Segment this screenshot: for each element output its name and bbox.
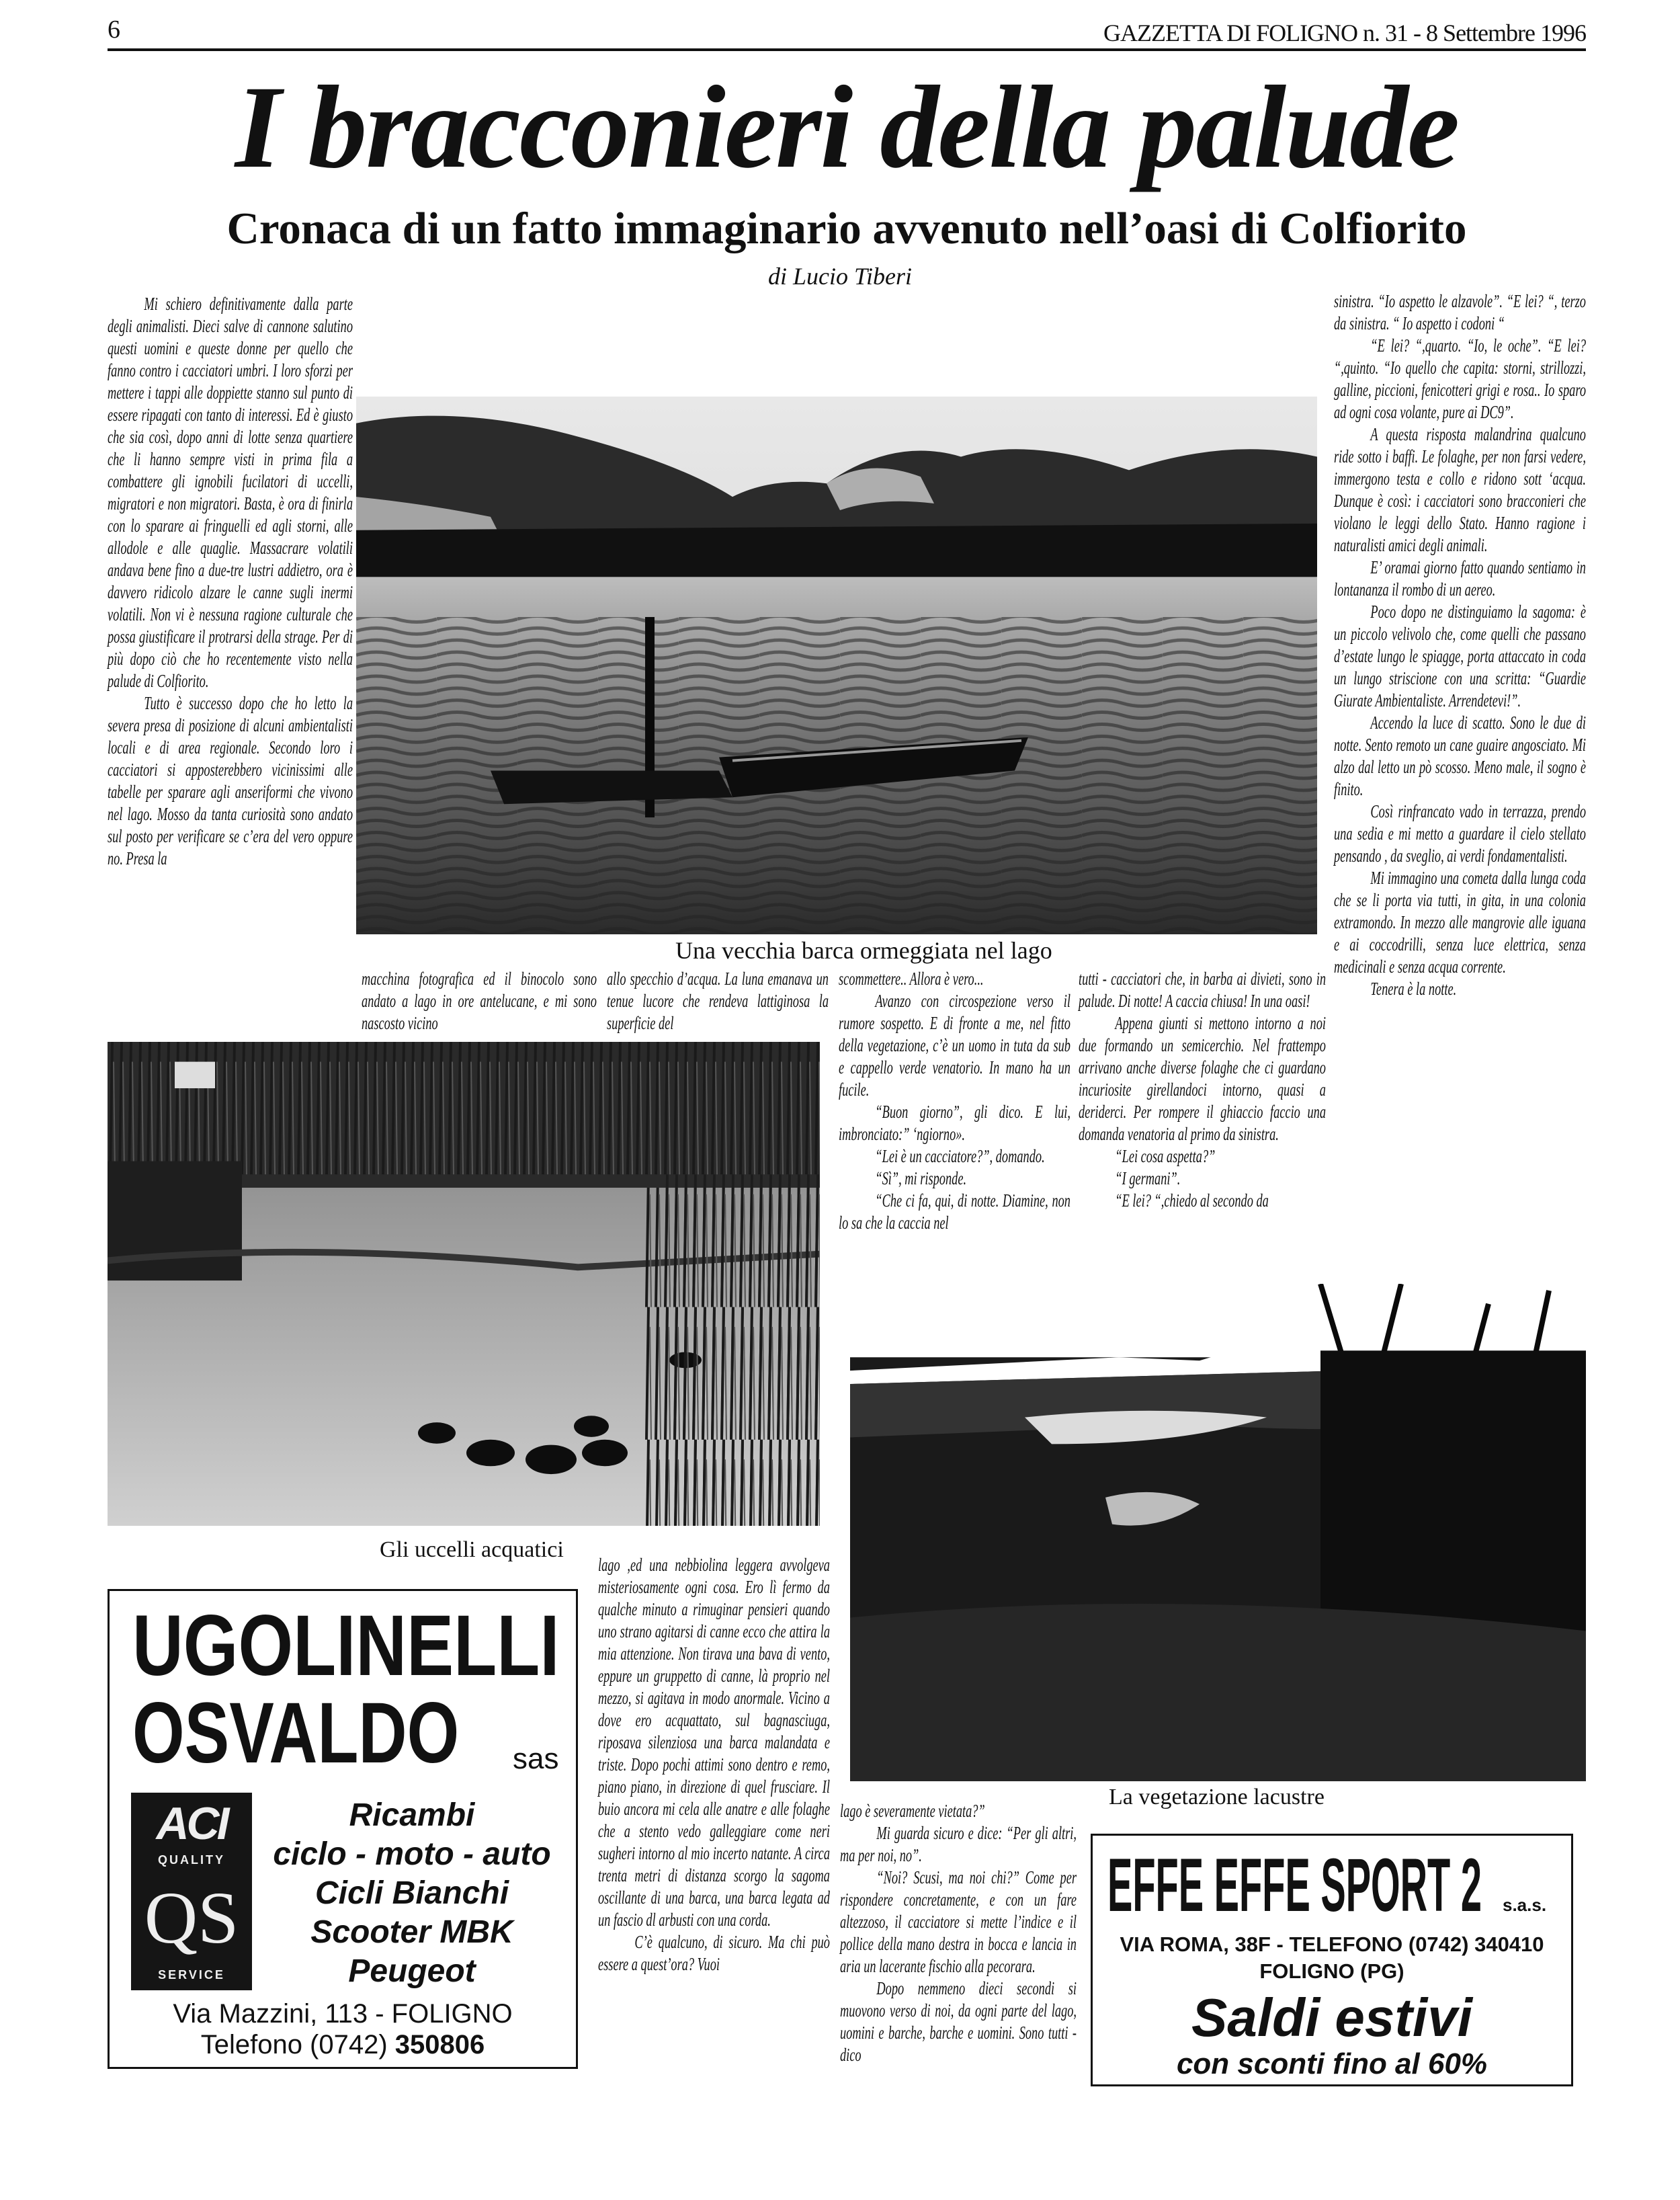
paragraph: Poco dopo ne distinguiamo la sagoma: è un piccolo velivolo che, come quelli che passano d’estate lungo le spiagge, porta attaccato in coda un lungo striscione con una scritta: “Guardie Giurate Ambientaliste. Arrendetevi!”. <box>1334 602 1586 710</box>
column-text <box>840 1800 1077 2066</box>
paragraph: “Che ci fa, qui, di notte. Diamine, non lo sa che la caccia nel <box>839 1190 1070 1233</box>
ad-ugolinelli-phone-label: Telefono (0742) <box>200 2030 388 2060</box>
article-column-3 <box>607 968 829 1034</box>
qs-logo-text: QS <box>144 1877 239 1959</box>
aci-logo-text: ACI <box>156 1798 227 1849</box>
photo-lake-vegetation <box>850 1284 1586 1781</box>
service-logo-text: SERVICE <box>158 1968 225 1982</box>
paragraph: Così rinfrancato vado in terrazza, prendo una sedia e mi metto a guardare il cielo stellato pensando , da sveglio, ai verdi fondamentalisti. <box>1334 801 1586 866</box>
ad-effe-suffix: s.a.s. <box>1503 1895 1547 1915</box>
article-column-5 <box>1079 968 1326 1212</box>
caption-moored-boat: Una vecchia barca ormeggiata nel lago <box>675 937 1052 964</box>
paragraph: scommettere.. Allora è vero... <box>839 969 984 989</box>
article-column-2 <box>362 968 597 1034</box>
ad-ugolinelli-phone: 350806 <box>394 2030 485 2060</box>
ad-effe-city: FOLIGNO (PG) <box>1259 1959 1404 1983</box>
paragraph: Mi guarda sicuro e dice: “Per gli altri, ma per noi, no”. <box>840 1823 1077 1865</box>
ad-effe-headline: Saldi estivi <box>1191 1988 1472 2047</box>
paragraph: macchina fotografica ed il binocolo sono andato a lago in ore antelucane, e mi sono nascosto vicino <box>362 969 597 1033</box>
paragraph: lago ,ed una nebbiolina leggera avvolgeva misteriosamente ogni cosa. Ero lì fermo da qualche minuto a rimuginar pensieri quando uno strano agitarsi di canne ecco che attira la mia attenzione. Non tirava una bava di vento, eppure un gruppetto di canne, là proprio nel mezzo, si agitava in modo anormale. Vicino a dove ero acquattato, sul bagnasciuga, riposava silenziosa una barca malandata e triste. Dopo pochi attimi sono dentro e remo, piano piano, in direzione di quel frusciare. Il buio ancora mi cela alle anatre e alle folaghe che a stento vedo galleggiare come neri sugheri intorno al mio incerto natante. A circa trenta metri di distanza scorgo la sagoma oscillante di una barca, una barca legata ad un fascio dl arbusti con una corda. <box>598 1555 830 1930</box>
column-text <box>839 968 1070 1234</box>
column-text <box>362 968 597 1034</box>
ad-effe-tagline: con sconti fino al 60% <box>1176 2047 1488 2080</box>
article-column-1 <box>108 293 353 870</box>
paragraph: “Buon giorno”, gli dico. E lui, imbronciato:” ‘ngiorno». <box>839 1102 1070 1144</box>
paragraph: C’è qualcuno, di sicuro. Ma chi può essere a quest’ora? Vuoi <box>598 1932 830 1974</box>
ad-ugolinelli-address: Via Mazzini, 113 - FOLIGNO <box>173 1999 513 2029</box>
article-subtitle: Cronaca di un fatto immaginario avvenuto nell’oasi di Colfiorito <box>226 204 1467 253</box>
paragraph: “Lei cosa aspetta?” <box>1115 1146 1216 1166</box>
aci-qs-logo <box>131 1793 252 1990</box>
paragraph: E’ oramai giorno fatto quando sentiamo in lontananza il rombo di un aereo. <box>1334 557 1586 600</box>
caption-water-birds: Gli uccelli acquatici <box>380 1537 564 1562</box>
article-title: I bracconieri della palude <box>235 62 1459 193</box>
ad-ugolinelli-name-2: OSVALDO <box>132 1685 460 1781</box>
paragraph: Mi schiero definitivamente dalla parte degli animalisti. Dieci salve di cannone salutino questi uomini e queste donne per quello che fanno contro i cacciatori umbri. I loro sforzi per mettere i tappi alle doppiette stanno sul punto di essere ripagati con tanto di interessi. Ed è giusto che sia così, dopo anni di lotte senza quartiere che li hanno sempre visti in prima fila a combattere gli ignobili fucilatori di uccelli, migratori e non migratori. Basta, è ora di finirla con lo sparare ai fringuelli ed agli storni, alle allodole e alle quaglie. Massacrare volatili andava bene fino a due-tre lustri addietro, ora è davvero ridicolo alzare le canne sugli inermi volatili. Non vi è nessuna ragione culturale che possa giustificare il protrarsi della strage. Per di più dopo ciò che ho recentemente visto nella palude di Colfiorito. <box>108 294 353 691</box>
paragraph: Tutto è successo dopo che ho letto la severa presa di posizione di alcuni ambientalisti locali e di area regionale. Secondo loro i cacciatori si apposterebbero vicinissimi alle tabelle per sparare agli anseriformi che vivono nel lago. Mosso da tanta curiosità sono andato sul posto per verificare se c’era del vero oppure no. Presa la <box>108 693 353 868</box>
paragraph: Appena giunti si mettono intorno a noi due formando un semicerchio. Nel frattempo arrivano anche diverse folaghe che ci guardano incuriosite girellandoci intorno, quasi a deriderci. Per rompere il ghiaccio faccio una domanda venatoria al primo da sinistra. <box>1079 1013 1326 1144</box>
ad-effe-name: EFFE EFFE SPORT 2 <box>1107 1843 1482 1927</box>
column-text <box>607 968 829 1034</box>
article-column-4-continued <box>840 1800 1077 2066</box>
ad-service: Peugeot <box>348 1953 476 1989</box>
paragraph: Tenera è la notte. <box>1370 979 1457 999</box>
paragraph: “Sì”, mi risponde. <box>875 1168 967 1188</box>
paragraph: “I germani”. <box>1115 1168 1181 1188</box>
ad-ugolinelli-suffix: sas <box>513 1742 559 1775</box>
paragraph: tutti - cacciatori che, in barba ai divieti, sono in palude. Di notte! A caccia chiusa! In una oasi! <box>1079 969 1326 1011</box>
header-rule <box>108 48 1586 51</box>
ad-ugolinelli-name-1: UGOLINELLI <box>132 1598 560 1694</box>
article-column-6 <box>1334 290 1586 1000</box>
column-text <box>1334 290 1586 1000</box>
paragraph: allo specchio d’acqua. La luna emanava un tenue lucore che rendeva lattiginosa la superficie del <box>607 969 829 1033</box>
photo-water-birds <box>108 1042 820 1526</box>
paragraph: A questa risposta malandrina qualcuno ride sotto i baffi. Le folaghe, per non farsi vedere, immergono testa e collo e ridono sott ‘acqua. Dunque è così: i cacciatori sono bracconieri che violano le leggi dello Stato. Hanno ragione i naturalisti amici degli animali. <box>1334 424 1586 555</box>
ad-effe-effe-sport <box>1091 1834 1573 2086</box>
paragraph: “Noi? Scusi, ma noi chi?” Come per rispondere concretamente, e con un fare altezzoso, il cacciatore si mette l’indice e il pollice della mano destra in bocca e lancia in aria un lacerante fischio alla pecorara. <box>840 1867 1077 1976</box>
ad-service: Cicli Bianchi <box>314 1875 509 1911</box>
paragraph: sinistra. “Io aspetto le alzavole”. “E lei? “, terzo da sinistra. “ Io aspetto i codoni “ <box>1334 291 1586 333</box>
caption-lake-vegetation: La vegetazione lacustre <box>1109 1785 1325 1809</box>
ad-service: Scooter MBK <box>310 1914 513 1950</box>
paragraph: Accendo la luce di scatto. Sono le due di notte. Sento remoto un cane guaire angosciato. Mi alzo dal letto un pò scosso. Meno male, il sogno è finito. <box>1334 712 1586 799</box>
ad-ugolinelli-osvaldo <box>108 1589 578 2069</box>
column-text <box>1079 968 1326 1212</box>
ad-effe-address: VIA ROMA, 38F - TELEFONO (0742) 340410 <box>1120 1932 1544 1956</box>
masthead: GAZZETTA DI FOLIGNO n. 31 - 8 Settembre 1996 <box>1103 19 1586 46</box>
paragraph: “E lei? “,chiedo al secondo da <box>1115 1190 1269 1211</box>
photo-moored-boat <box>356 397 1317 934</box>
column-text <box>108 293 353 870</box>
paragraph: lago è severamente vietata?” <box>840 1801 985 1821</box>
article-column-4 <box>839 968 1070 1234</box>
paragraph: “E lei? “,quarto. “Io, le oche”. “E lei? “,quinto. “Io quello che capita: storni, strillozzi, galline, piccioni, fenicotteri grigi e rosa.. Io sparo ad ogni cosa volante, pure ai DC9”. <box>1334 335 1586 422</box>
ad-service: ciclo - moto - auto <box>273 1836 551 1872</box>
ad-service: Ricambi <box>349 1797 475 1833</box>
paragraph: Avanzo con circospezione verso il rumore sospetto. E di fronte a me, nel fitto della vegetazione, c’è un uomo in tuta da sub e cappello verde venatorio. In mano ha un fucile. <box>839 991 1070 1100</box>
byline: di Lucio Tiberi <box>767 263 913 290</box>
quality-logo-text: QUALITY <box>158 1853 225 1867</box>
page-number: 6 <box>108 15 120 44</box>
paragraph: Dopo nemmeno dieci secondi si muovono verso di noi, da ogni parte del lago, uomini e barche, barche e uomini. Sono tutti - dico <box>840 1978 1077 2065</box>
paragraph: “Lei è un cacciatore?”, domando. <box>875 1146 1045 1166</box>
paragraph: Mi immagino una cometa dalla lunga coda che se li porta via tutti, in gita, in una colonia extramondo. In mezzo alle mangrovie alle iguana e ai coccodrilli, senza luce elettrica, senza medicinali e senza acqua corrente. <box>1334 868 1586 977</box>
